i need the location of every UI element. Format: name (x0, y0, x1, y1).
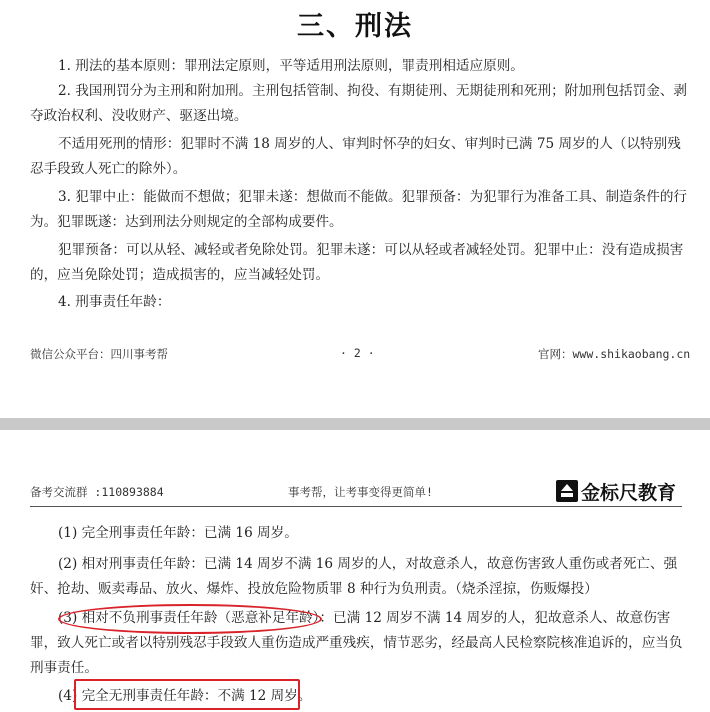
footer-website: 官网：www.shikaobang.cn (538, 347, 691, 361)
header-group: 备考交流群 :110893884 (30, 485, 164, 499)
paragraph-principles: 1. 刑法的基本原则：罪刑法定原则，平等适用刑法原则，罪责刑相适应原则。 (58, 58, 524, 74)
paragraph-relative-non-responsibility: (3) 相对不负刑事责任年龄（恶意补足年龄）：已满 12 周岁不满 14 周岁的人，犯故意杀人、故意伤害罪，致人死亡或者以特别残忍手段致人重伤造成严重残疾，情节恶劣，经最高人民检察院核准追诉的，应当负刑事责任。 (30, 610, 683, 676)
page-separator (0, 418, 710, 430)
brand-logo (556, 479, 676, 503)
paragraph-no-responsibility: (4) 完全无刑事责任年龄：不满 12 周岁。 (58, 688, 312, 704)
header-divider (30, 506, 682, 507)
page-title: 三、刑法 (297, 11, 413, 42)
paragraph-punishments: 2. 我国刑罚分为主刑和附加刑。主刑包括管制、拘役、有期徒刑、无期徒刑和死刑；附加刑包括罚金、剥夺政治权利、没收财产、驱逐出境。 (30, 83, 688, 124)
brand-logo-icon (556, 480, 578, 502)
paragraph-relative-responsibility: (2) 相对刑事责任年龄：已满 14 周岁不满 16 周岁的人，对故意杀人，故意伤害致人重伤或者死亡、强奸、抢劫、贩卖毒品、放火、爆炸、投放危险物质罪 8 种行为负刑责。（烧杀淫掠，伤贩爆投） (30, 556, 678, 597)
document-page-bottom (0, 430, 710, 712)
paragraph-full-responsibility: (1) 完全刑事责任年龄：已满 16 周岁。 (58, 525, 298, 541)
paragraph-death-penalty-exclusions: 不适用死刑的情形：犯罪时不满 18 周岁的人、审判时怀孕的妇女、审判时已满 75 周岁的人（以特别残忍手段致人死亡的除外）。 (30, 136, 681, 177)
footer-page-number: · 2 · (340, 346, 375, 360)
red-oval-annotation (58, 604, 322, 634)
brand-logo-text: 金标尺教育 (581, 481, 677, 504)
red-box-annotation (74, 679, 300, 710)
footer-wechat: 微信公众平台：四川事考帮 (30, 347, 168, 361)
paragraph-responsibility-age: 4. 刑事责任年龄： (58, 294, 171, 310)
paragraph-crime-stages: 3. 犯罪中止：能做而不想做；犯罪未遂：想做而不能做。犯罪预备：为犯罪行为准备工具、制造条件的行为。犯罪既遂：达到刑法分则规定的全部构成要件。 (30, 189, 688, 230)
paragraph-stage-penalties: 犯罪预备：可以从轻、减轻或者免除处罚。犯罪未遂：可以从轻或者减轻处罚。犯罪中止：没有造成损害的，应当免除处罚；造成损害的，应当减轻处罚。 (30, 242, 684, 283)
header-slogan: 事考帮，让考事变得更简单! (288, 485, 433, 499)
